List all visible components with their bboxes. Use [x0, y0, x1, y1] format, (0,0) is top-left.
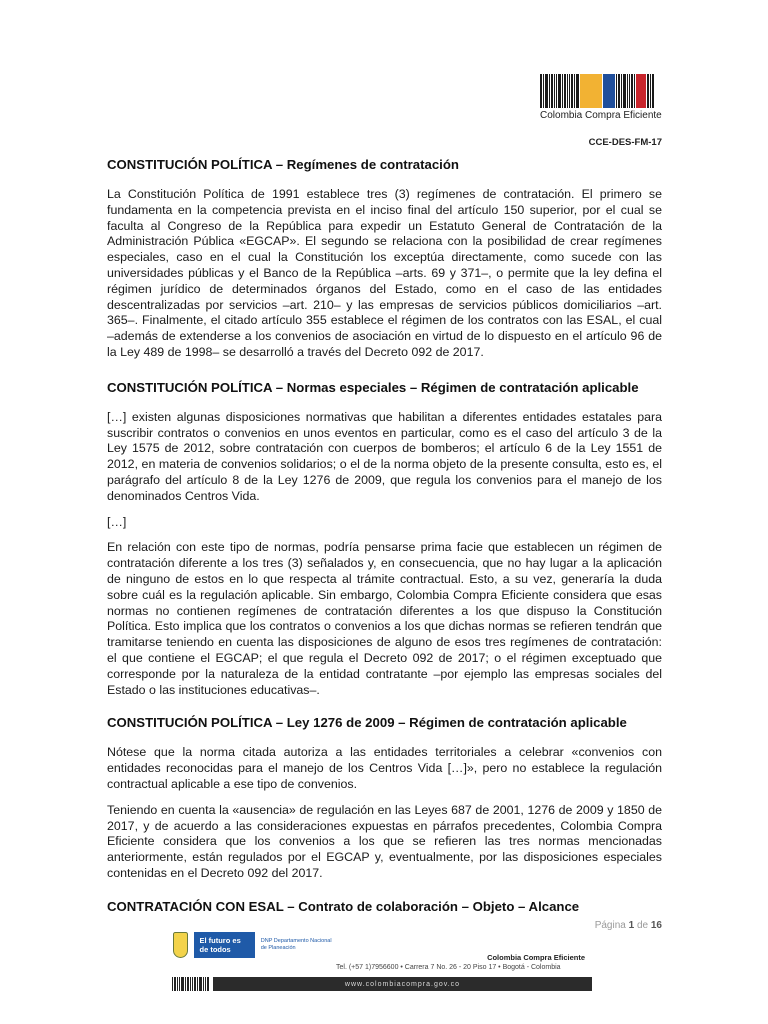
- footer-bar: [172, 977, 592, 991]
- government-logos: [173, 930, 333, 960]
- colombia-compra-logo: [540, 74, 662, 124]
- paragraph: Nótese que la norma citada autoriza a las entidades territoriales a celebrar «convenios con entidades reconocidas para el manejo de los Centros Vida […]», pero no establece la regulación contractual aplicable a ese tipo de convenios.: [107, 745, 662, 791]
- logo-org-name: Colombia Compra Eficiente: [540, 110, 662, 121]
- paragraph: En relación con este tipo de normas, podría pensarse prima facie que establecen un régimen de contratación diferente a los tres (3) señalados y, en consecuencia, que no hay lugar a la aplicación de ninguno de estos en lo que respecta al trámite contractual. Esto, a su vez, generaría la duda sobre cuál es la regulación aplicable. Sin embargo, Colombia Compra Eficiente considera que esas normas no contienen regímenes de contratación diferentes a los que dispuso la Constitución Política. Esto implica que los contratos o convenios a los que dichas normas se refieren tendrán que tramitarse teniendo en cuenta las disposiciones de alguno de esos tres regímenes de contratación: el que contiene el EGCAP; el que regula el Decreto 092 de 2017; o el régimen exceptuado que corresponde por la naturaleza de la entidad contratante –por ejemplo las empresas sociales del Estado o las instituciones educativas–.: [107, 540, 662, 697]
- page-label: Página: [594, 920, 626, 931]
- paragraph: La Constitución Política de 1991 establece tres (3) regímenes de contratación. El primero se fundamenta en la competencia prevista en el inciso final del artículo 150 superior, por el cual se faculta al Congreso de la República para expedir un Estatuto General de Contratación de la Administración Pública «EGCAP». El segundo se relaciona con la posibilidad de crear regímenes especiales, caso en el cual la Constitución los exceptúa directamente, como sucede con las universidades públicas y el Banco de la República –arts. 69 y 371–, o permite que la ley defina el régimen jurídico de determinados órganos del Estado, como en el caso de las entidades descentralizadas por servicios –art. 210– y las empresas de servicios públicos domiciliarios –art. 365–. Finalmente, el citado artículo 355 establece el régimen de los contratos con las ESAL, el cual –además de extenderse a los convenios de asociación en virtud de lo dispuesto en el artículo 96 de la Ley 489 de 1998– se desarrolló a través del Decreto 092 de 2017.: [107, 187, 662, 359]
- document-body: [107, 150, 662, 929]
- barcode-logo-icon: [540, 74, 662, 108]
- paragraph: Teniendo en cuenta la «ausencia» de regulación en las Leyes 687 de 2001, 1276 de 2009 y 1850 de 2017, y de acuerdo a las consideraciones expuestas en párrafos precedentes, Colombia Compra Eficiente considera que los convenios a los que se refieren las tres normas mencionadas anteriormente, están regulados por el EGCAP y, eventualmente, por las disposiciones especiales contenidas en el Decreto 092 del 2017.: [107, 802, 662, 880]
- el-futuro-logo: El futuro es de todos: [194, 932, 254, 958]
- page-total: 16: [650, 920, 662, 931]
- section-title: CONSTITUCIÓN POLÍTICA – Normas especiales – Régimen de contratación aplicable: [107, 379, 639, 395]
- page-sep: de: [636, 920, 649, 931]
- paragraph: […]: [107, 514, 127, 529]
- footer-barcode-icon: [172, 977, 210, 991]
- footer-url-band: [213, 977, 592, 991]
- page-current: 1: [628, 920, 635, 931]
- section-title: CONSTITUCIÓN POLÍTICA – Ley 1276 de 2009 – Régimen de contratación aplicable: [107, 715, 627, 731]
- coat-of-arms-icon: [173, 932, 188, 958]
- section-title: CONTRATACIÓN CON ESAL – Contrato de colaboración – Objeto – Alcance: [107, 898, 580, 914]
- footer-address: Tel. (+57 1)7956600 • Carrera 7 No. 26 - 20 Piso 17 • Bogotá - Colombia: [336, 964, 561, 971]
- paragraph: […] existen algunas disposiciones normativas que habilitan a diferentes entidades estatales para suscribir contratos o convenios en unos eventos en particular, como es el caso del artículo 3 de la Ley 1575 de 2012, sobre contratación con cuerpos de bomberos; el artículo 6 de la Ley 1551 de 2012, en materia de convenios solidarios; o el de la norma objeto de la presente consulta, esto es, el parágrafo del artículo 8 de la Ley 1276 de 2009, que regula los convenios para el manejo de los denominados Centros Vida.: [107, 409, 662, 503]
- footer-org-name: Colombia Compra Eficiente: [487, 953, 585, 962]
- footer-url[interactable]: www.colombiacompra.gov.co: [344, 980, 461, 988]
- page-number: [595, 920, 662, 931]
- dnp-logo: DNP Departamento Nacional de Planeación: [260, 938, 332, 951]
- section-title: CONSTITUCIÓN POLÍTICA – Regímenes de contratación: [107, 157, 459, 172]
- document-code: CCE-DES-FM-17: [588, 137, 662, 148]
